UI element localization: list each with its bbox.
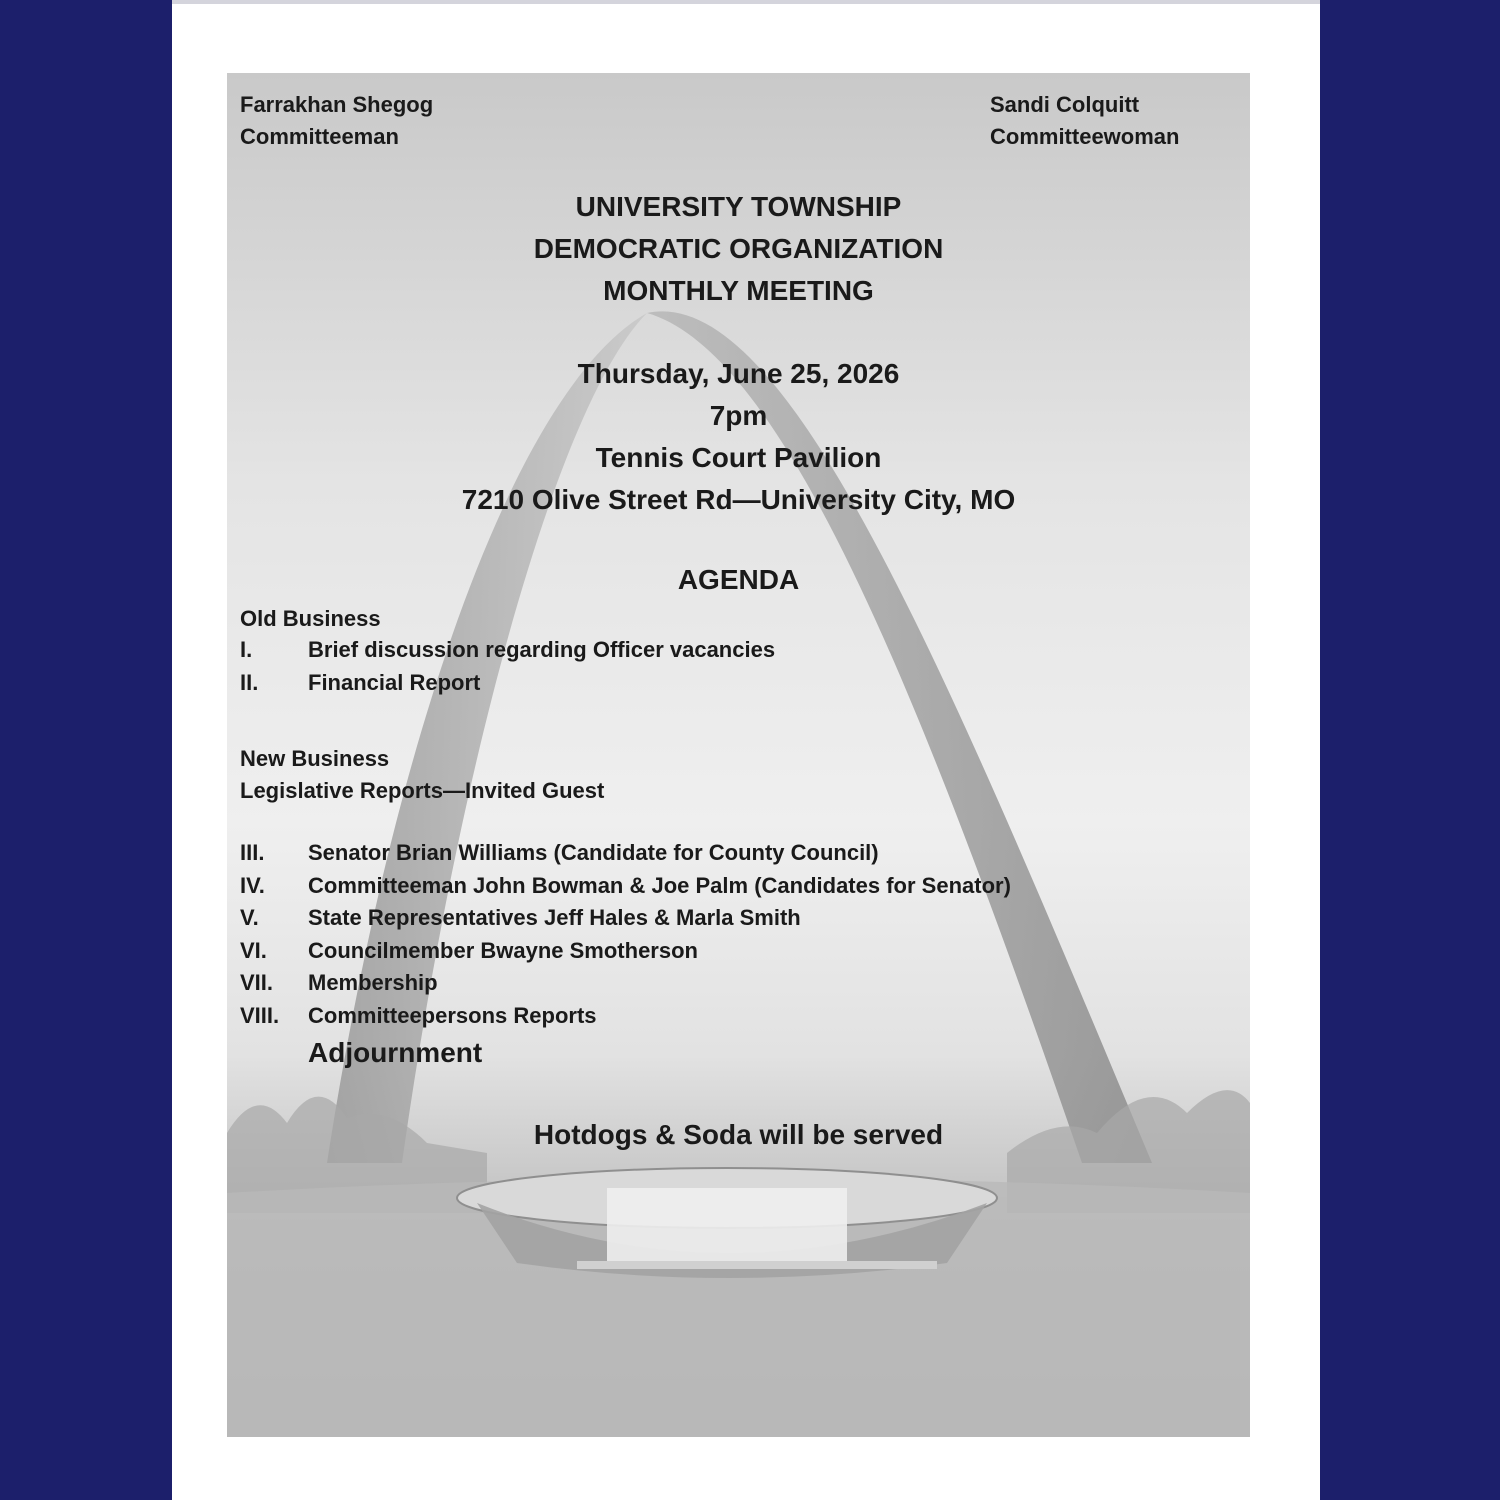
agenda-item: I. Brief discussion regarding Officer vacancies bbox=[240, 637, 776, 662]
committeeman-name: Farrakhan Shegog bbox=[240, 92, 434, 117]
refreshments-note: Hotdogs & Soda will be served bbox=[533, 1119, 944, 1150]
event-details bbox=[227, 353, 1250, 521]
committeewoman-role: Committeewoman bbox=[990, 124, 1180, 149]
title-line-2: DEMOCRATIC ORGANIZATION bbox=[533, 233, 944, 264]
agenda-item: VIII. Committeepersons Reports bbox=[240, 1003, 597, 1028]
adjournment: Adjournment bbox=[308, 1037, 483, 1068]
agenda-item: VII. Membership bbox=[240, 970, 438, 995]
title-line-1: UNIVERSITY TOWNSHIP bbox=[575, 191, 902, 222]
event-address: 7210 Olive Street Rd—University City, MO bbox=[461, 484, 1016, 515]
flyer-title bbox=[227, 186, 1250, 312]
meeting-flyer bbox=[227, 73, 1250, 1437]
agenda-item: V. State Representatives Jeff Hales & Marla Smith bbox=[240, 905, 801, 930]
agenda-item: III. Senator Brian Williams (Candidate for County Council) bbox=[240, 840, 879, 865]
old-business-label: Old Business bbox=[240, 606, 381, 631]
new-business-label: New Business bbox=[240, 746, 390, 771]
agenda-item: II. Financial Report bbox=[240, 670, 481, 695]
agenda-heading: AGENDA bbox=[677, 564, 800, 595]
agenda-item: VI. Councilmember Bwayne Smotherson bbox=[240, 938, 698, 963]
agenda-item: IV. Committeeman John Bowman & Joe Palm (Candidates for Senator) bbox=[240, 873, 1011, 898]
committeeman-role: Committeeman bbox=[240, 124, 399, 149]
event-venue: Tennis Court Pavilion bbox=[595, 442, 882, 473]
committeewoman-name: Sandi Colquitt bbox=[990, 92, 1140, 117]
new-business-block bbox=[240, 743, 604, 807]
committeewoman-block bbox=[990, 89, 1179, 153]
event-date: Thursday, June 25, 2026 bbox=[577, 358, 900, 389]
event-time: 7pm bbox=[709, 400, 768, 431]
legislative-reports-label: Legislative Reports—Invited Guest bbox=[240, 778, 605, 803]
committeeman-block bbox=[240, 89, 433, 153]
title-line-3: MONTHLY MEETING bbox=[603, 275, 874, 306]
